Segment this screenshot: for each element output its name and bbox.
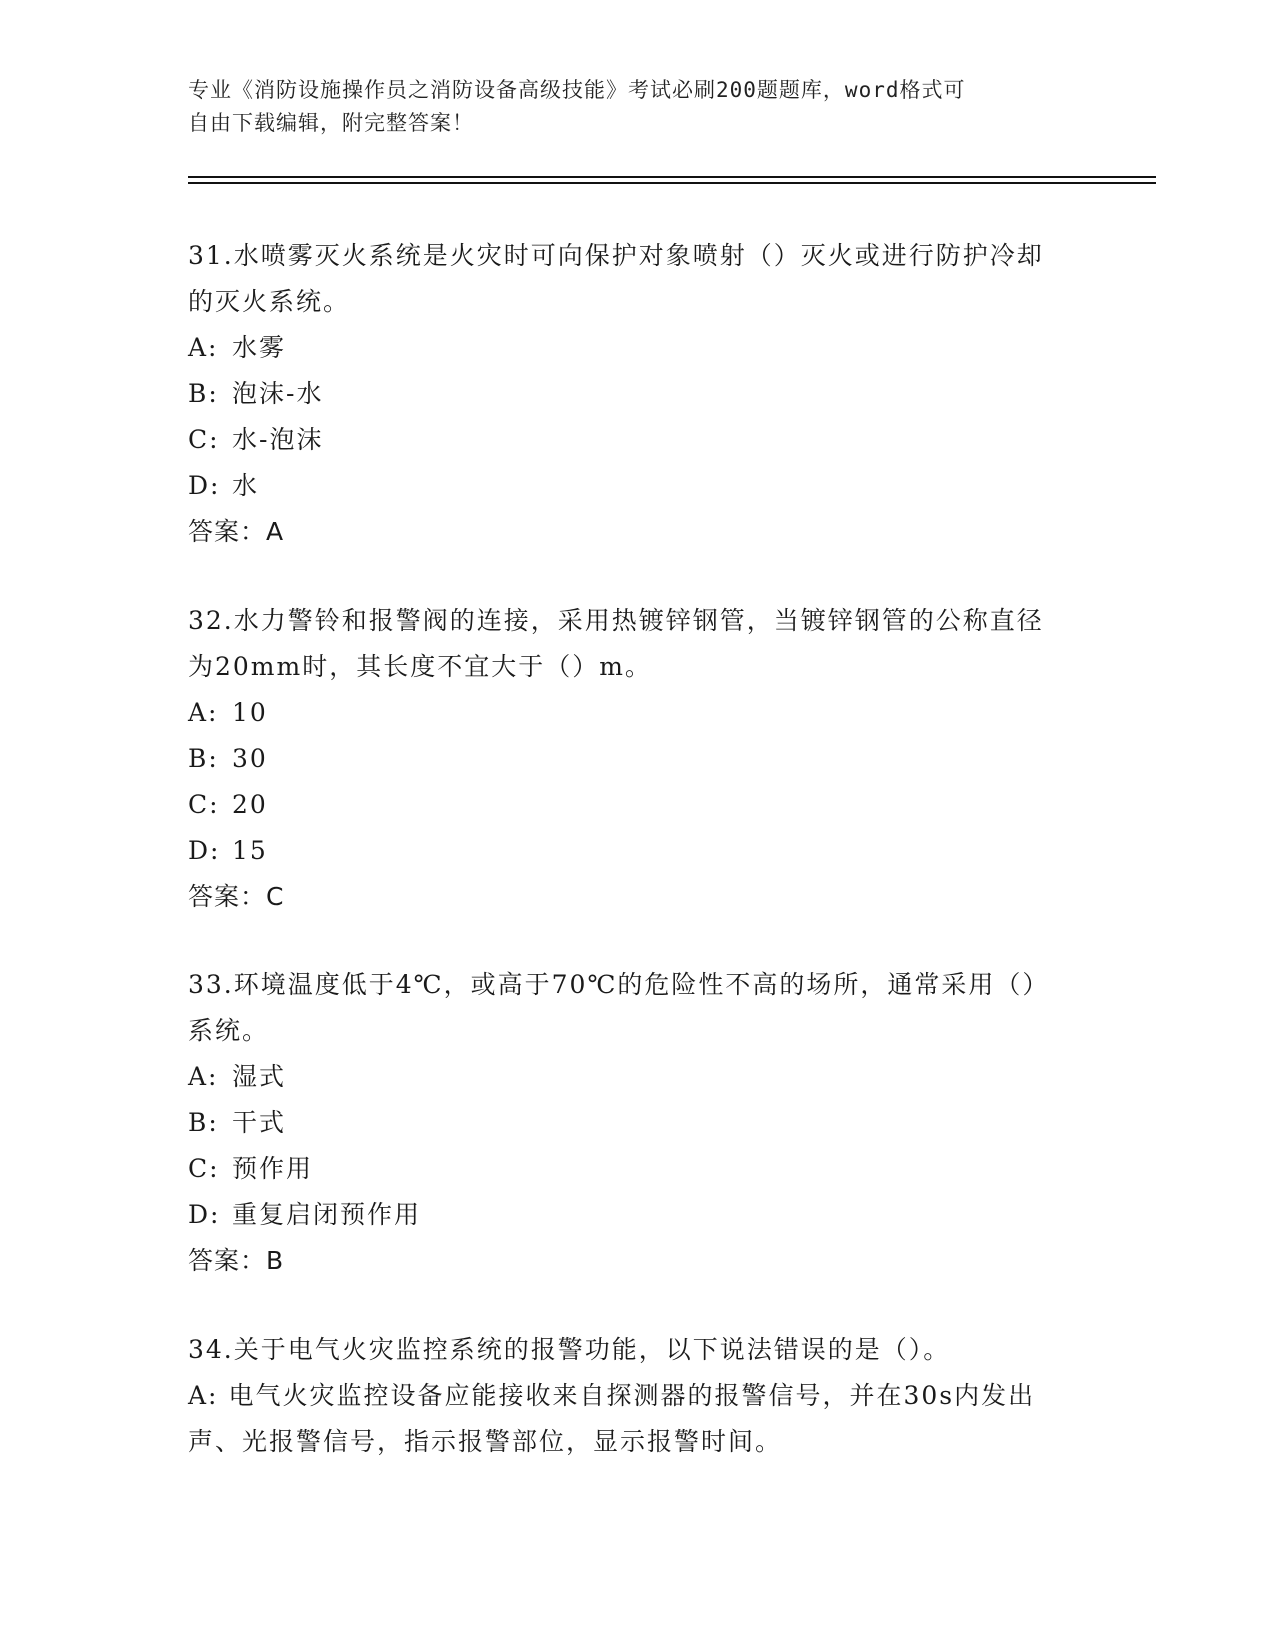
option-text: 预作用 xyxy=(232,1154,314,1183)
option-text: 20 xyxy=(232,790,268,819)
option-text: 水-泡沫 xyxy=(232,425,324,454)
answer-line: 答案：B xyxy=(188,1246,285,1275)
answer-line: 答案：C xyxy=(188,882,285,911)
option-d xyxy=(188,828,1068,874)
option-letter: C: xyxy=(188,790,220,819)
option-text: 湿式 xyxy=(232,1062,287,1091)
option-a xyxy=(188,1054,1068,1100)
option-letter: B: xyxy=(188,379,219,408)
answer-line: 答案：A xyxy=(188,517,285,546)
question-34 xyxy=(188,1327,1068,1465)
option-text: 30 xyxy=(232,744,268,773)
option-letter: A: xyxy=(188,1381,219,1410)
header-divider-top xyxy=(188,176,1156,178)
option-a xyxy=(188,690,1068,736)
document-header xyxy=(188,74,1068,140)
option-b xyxy=(188,736,1068,782)
option-letter: D: xyxy=(188,471,221,500)
option-c xyxy=(188,417,1068,463)
option-c xyxy=(188,1146,1068,1192)
option-a xyxy=(188,1373,1068,1465)
header-line-1: 专业《消防设施操作员之消防设备高级技能》考试必刷200题题库，word格式可 xyxy=(188,78,966,102)
option-text: 电气火灾监控设备应能接收来自探测器的报警信号，并在30s内发出声、光报警信号，指示报警部位，显示报警时间。 xyxy=(188,1381,1036,1456)
option-letter: C: xyxy=(188,1154,220,1183)
question-stem: 31.水喷雾灭火系统是火灾时可向保护对象喷射（）灭火或进行防护冷却的灭火系统。 xyxy=(188,241,1044,316)
question-31 xyxy=(188,233,1068,555)
option-a xyxy=(188,325,1068,371)
question-stem: 34.关于电气火灾监控系统的报警功能，以下说法错误的是（）。 xyxy=(188,1335,951,1364)
option-letter: B: xyxy=(188,744,219,773)
question-stem: 32.水力警铃和报警阀的连接，采用热镀锌钢管，当镀锌钢管的公称直径为20mm时，其长度不宜大于（）m。 xyxy=(188,606,1044,681)
option-letter: B: xyxy=(188,1108,219,1137)
option-text: 15 xyxy=(232,836,268,865)
option-letter: C: xyxy=(188,425,220,454)
option-text: 重复启闭预作用 xyxy=(232,1200,422,1229)
header-line-2: 自由下载编辑，附完整答案！ xyxy=(188,111,474,135)
option-b xyxy=(188,1100,1068,1146)
question-32 xyxy=(188,598,1068,920)
option-text: 干式 xyxy=(232,1108,287,1137)
option-text: 10 xyxy=(232,698,268,727)
option-text: 泡沫-水 xyxy=(232,379,324,408)
option-letter: D: xyxy=(188,1200,221,1229)
header-divider-bottom xyxy=(188,182,1156,184)
option-d xyxy=(188,1192,1068,1238)
option-d xyxy=(188,463,1068,509)
option-letter: A: xyxy=(188,333,219,362)
question-stem: 33.环境温度低于4℃，或高于70℃的危险性不高的场所，通常采用（）系统。 xyxy=(188,970,1050,1045)
option-letter: D: xyxy=(188,836,221,865)
option-b xyxy=(188,371,1068,417)
option-letter: A: xyxy=(188,698,219,727)
question-33 xyxy=(188,962,1068,1284)
option-text: 水 xyxy=(232,471,260,500)
option-c xyxy=(188,782,1068,828)
option-letter: A: xyxy=(188,1062,219,1091)
option-text: 水雾 xyxy=(232,333,287,362)
